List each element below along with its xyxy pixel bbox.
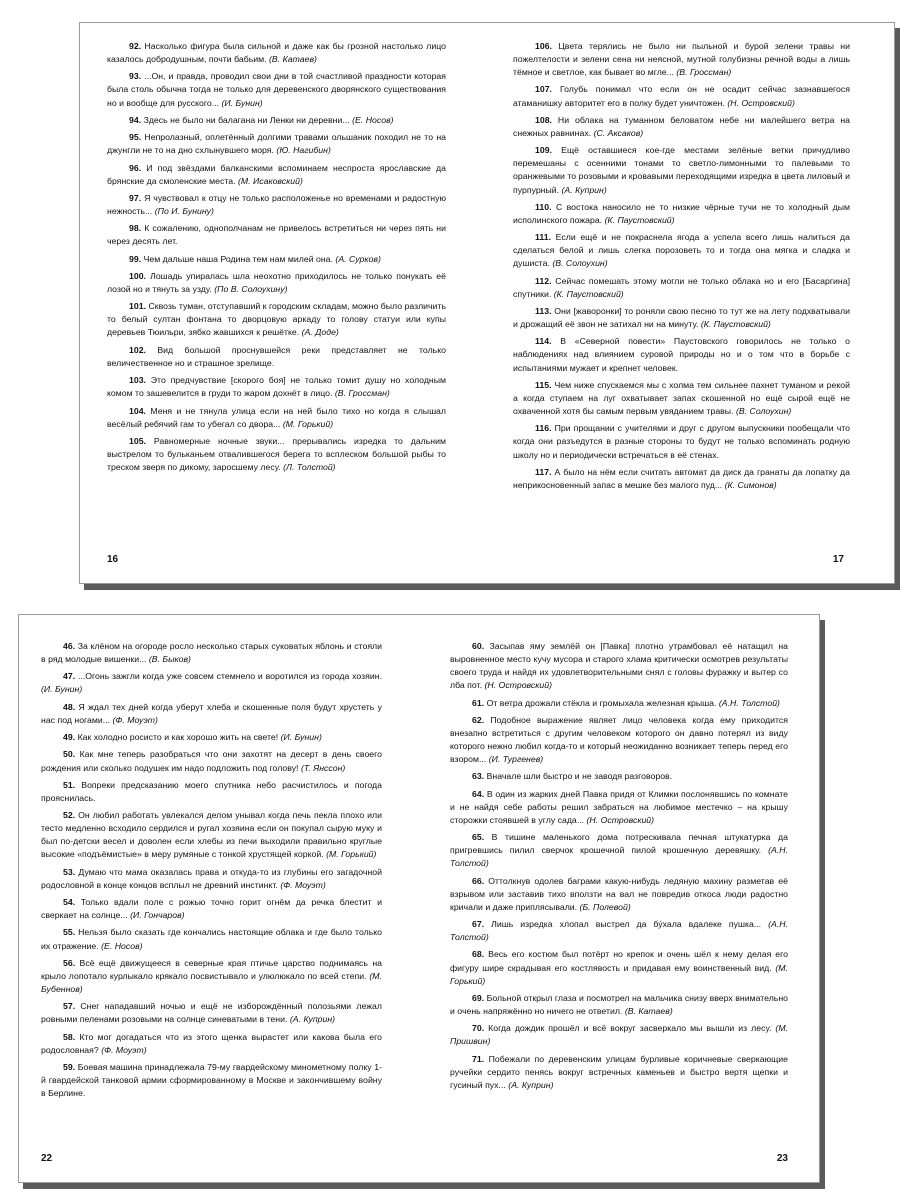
exercise-item	[450, 918, 788, 944]
exercise-text: Когда дождик прошёл и всё вокруг засверкало мы вышли из лесу.	[488, 1023, 772, 1034]
page-16	[80, 23, 480, 583]
exercise-source: (Б. Полевой)	[579, 901, 631, 912]
page-23-text	[450, 640, 788, 1096]
exercise-item	[41, 896, 382, 922]
exercise-item	[107, 70, 446, 109]
exercise-text: Голубь понимал что если он не осадит сейчас зазнавшегося атаманишку авторитет его в полку будет уничтожен.	[513, 84, 850, 108]
exercise-source: (Ф. Моуэт)	[101, 1044, 147, 1055]
exercise-item	[41, 866, 382, 892]
exercise-item	[41, 701, 382, 727]
exercise-text: Снег нападавший ночью и ещё не изборождённый полозьями лежал ровными пеленами розовыми на солнце синеватыми в тени.	[41, 1001, 382, 1025]
exercise-item	[107, 131, 446, 157]
exercise-number: 95.	[129, 132, 142, 143]
book-spread-bottom	[18, 614, 820, 1183]
exercise-item	[41, 779, 382, 805]
page-number: 22	[41, 1153, 53, 1164]
page-16-text	[107, 40, 446, 478]
page-17	[487, 23, 894, 583]
exercise-item	[107, 192, 446, 218]
exercise-source: (В. Гроссман)	[676, 67, 732, 78]
exercise-text: Как мне теперь разобраться что они захотят на десерт в день своего рождения или сколько подушек им надо подложить под голову!	[41, 749, 382, 773]
exercise-text: Меня и не тянула улица если на ней было тихо но когда я слышал весёлый ребячий гам то убегал со двора...	[107, 405, 447, 429]
exercise-source: (Л. Толстой)	[283, 462, 336, 473]
exercise-text: Я ждал тех дней когда уберут хлеба и скошенные поля будут хрустеть у нас под ногами...	[41, 701, 382, 725]
exercise-text: В тишине маленького дома потрескивала печная штукатурка да пригревшись пилил сверчок крошечной пилой крошечную деревяшку.	[450, 832, 788, 856]
exercise-number: 63.	[472, 771, 485, 782]
exercise-number: 107.	[535, 84, 552, 95]
exercise-item	[41, 926, 382, 952]
exercise-item	[450, 992, 788, 1018]
exercise-source: (А. Доде)	[301, 327, 339, 338]
exercise-item	[107, 270, 446, 296]
exercise-item	[41, 640, 382, 666]
exercise-number: 93.	[129, 71, 142, 82]
exercise-number: 104.	[129, 405, 146, 416]
exercise-text: Засыпав яму землёй он [Павка] плотно утрамбовал её натащил на выровненное место кучу мусора и старого хлама критически осмотрев результаты своего труда и найдя их удовлетворительными снял с головы фуражку и вытер со лба пот.	[450, 641, 788, 691]
exercise-source: (Е. Носов)	[352, 114, 394, 125]
exercise-number: 116.	[535, 423, 552, 434]
exercise-source: (А.Н. Толстой)	[450, 845, 788, 869]
page-number: 17	[832, 554, 844, 565]
exercise-number: 50.	[63, 749, 76, 760]
exercise-number: 94.	[129, 114, 142, 125]
exercise-text: Здесь не было ни балагана ни Ленки ни деревни...	[143, 114, 350, 125]
exercise-text: Кто мог догадаться что из этого щенка вырастет или какова была его родословная?	[41, 1031, 383, 1055]
exercise-source: (М. Горький)	[282, 418, 334, 429]
exercise-number: 113.	[535, 306, 552, 316]
exercise-number: 117.	[535, 466, 552, 477]
exercise-text: Всё ещё движущееся в северные края птичье царство поднимаясь на крыло лопотало курлыкало крякало посвистывало и улюлюкало по всей степи.	[41, 957, 382, 981]
exercise-source: (К. Паустовский)	[553, 288, 624, 299]
exercise-number: 58.	[63, 1031, 76, 1042]
exercise-text: А было на нём если считать автомат да диск да гранаты да лопатку да неприкосновенный запас в мешке без малого пуд...	[513, 466, 850, 490]
exercise-item	[41, 670, 382, 696]
exercise-text: Ни облака на туманном беловатом небе ни малейшего ветра на снежных равнинах.	[513, 114, 850, 138]
exercise-source: (А.Н. Толстой)	[450, 919, 789, 943]
exercise-item	[513, 466, 850, 492]
exercise-text: Оттолкнув одолев баграми какую-нибудь ледяную махину разметав её взрывом или заставив тихо вползти на вал не повредив откоса люди радостно кричали и даже приплясывали.	[450, 875, 788, 912]
exercise-number: 49.	[63, 732, 76, 743]
exercise-number: 67.	[472, 919, 485, 930]
exercise-text: И под звёздами балканскими вспоминаем неспроста ярославские да брянские да смоленские места.	[107, 162, 446, 186]
exercise-number: 70.	[472, 1023, 485, 1034]
exercise-item	[107, 253, 446, 266]
exercise-number: 55.	[63, 927, 76, 938]
exercise-text: ...Он, и правда, проводил свои дни в той счастливой праздности которая была столь обычна тогда не только для деревенского дворянского существования но и вообще для русского...	[107, 71, 446, 108]
exercise-text: С востока наносило не то низкие чёрные тучи не то холодный дым исполинского пожара.	[513, 201, 851, 225]
exercise-source: (И. Бунин)	[221, 97, 263, 108]
exercise-source: (Н. Островский)	[484, 680, 553, 691]
exercise-source: (В. Быков)	[148, 654, 191, 665]
exercise-number: 106.	[535, 41, 552, 51]
exercise-text: Вначале шли быстро и не заводя разговоров.	[486, 771, 673, 782]
exercise-source: (По И. Бунину)	[154, 205, 214, 216]
exercise-number: 99.	[129, 253, 142, 264]
exercise-item	[513, 40, 850, 79]
exercise-source: (В. Гроссман)	[334, 388, 390, 399]
exercise-source: (И. Гончаров)	[130, 910, 185, 921]
exercise-text: Нельзя было сказать где кончались настоящие облака и где было только их отражение.	[41, 927, 383, 951]
exercise-text: К сожалению, однополчанам не привелось встретиться ни через пять ни через десять лет.	[107, 223, 446, 247]
exercise-text: Сквозь туман, отступавший к городским складам, можно было различить то белый султан фонтана то дворцовую аркаду то голову статуи или купы деревьев Тюильри, зябко жавшихся к решётке.	[107, 301, 446, 338]
page-17-text	[513, 40, 850, 496]
exercise-text: За клёном на огороде росло несколько старых суковатых яблонь и стояли в ряд молодые вишенки...	[41, 641, 383, 665]
exercise-text: Лишь изредка хлопал выстрел да бу́хала вдалеке пушка...	[491, 919, 762, 930]
exercise-source: (И. Бунин)	[280, 732, 322, 743]
exercise-text: Лошадь упиралась шла неохотно приходилось не только понукать её лозой но и тянуть за узду.	[107, 270, 446, 294]
exercise-text: Боевая машина принадлежала 79-му гвардейскому минометному полку 1-й гвардейской танковой армии сформированному в Москве и закончившему войну в Берлине.	[41, 1062, 382, 1099]
exercise-item	[107, 162, 446, 188]
exercise-source: (М. Пришвин)	[450, 1023, 789, 1047]
exercise-source: (А. Сурков)	[335, 253, 381, 264]
exercise-text: Больной открыл глаза и посмотрел на мальчика снизу вверх внимательно и очень напряжённо но ничего не ответил.	[450, 992, 789, 1017]
exercise-item	[450, 697, 788, 710]
exercise-source: (К. Паустовский)	[700, 319, 771, 330]
exercise-number: 53.	[63, 866, 76, 877]
exercise-number: 54.	[63, 897, 76, 908]
exercise-text: При прощании с учителями и друг с другом выпускники пообещали что когда они разъедутся в разные стороны то будут не только вспоминать родную школу но и периодически встречаться в её стенах.	[513, 423, 850, 460]
exercise-number: 69.	[472, 992, 485, 1003]
exercise-item	[41, 1061, 382, 1100]
exercise-item	[107, 344, 446, 370]
exercise-source: (Е. Носов)	[101, 940, 143, 951]
exercise-item	[513, 275, 850, 301]
exercise-source: (М. Бубеннов)	[41, 970, 382, 995]
exercise-text: Они [жаворонки] то роняли свою песню то тут же на лету подхватывали и дрожащий её звон не затихал ни на минуту.	[513, 306, 850, 330]
exercise-source: (По В. Солоухину)	[214, 284, 288, 294]
page-22	[19, 615, 419, 1182]
exercise-item	[450, 1022, 788, 1048]
exercise-number: 102.	[129, 344, 146, 355]
exercise-number: 115.	[535, 379, 552, 390]
exercise-item	[107, 374, 446, 400]
exercise-source: (А.Н. Толстой)	[718, 697, 780, 708]
exercise-item	[107, 435, 446, 474]
exercise-source: (И. Бунин)	[41, 684, 83, 695]
exercise-number: 52.	[63, 810, 76, 821]
exercise-number: 65.	[472, 832, 485, 843]
exercise-text: Думаю что мама оказалась права и откуда-то из глубины его загадочной родословной в конце концов всплыл не древний инстинкт.	[41, 866, 383, 890]
exercise-text: Сейчас помешать этому могли не только облака но и его [Басаргина] спутники.	[513, 275, 851, 299]
exercise-text: Непролазный, оплетённый долгими травами ольшаник походил не то на джунгли не то на дно схлынувшего моря.	[107, 132, 446, 156]
exercise-number: 57.	[63, 1001, 76, 1012]
exercise-item	[450, 788, 788, 827]
exercise-source: (Т. Янссон)	[300, 762, 346, 773]
exercise-source: (Ю. Нагибин)	[276, 145, 331, 156]
exercise-number: 61.	[472, 697, 485, 708]
exercise-number: 68.	[472, 949, 485, 960]
exercise-text: Цвета терялись не было ни пыльной и бурой зелени травы ни пожелтелости и зелени сена ни неясной, мутной голубизны речной воды а лишь тёмное и светлое, как бывает во мгле...	[513, 41, 850, 78]
exercise-number: 103.	[129, 375, 146, 386]
exercise-number: 97.	[129, 192, 142, 203]
exercise-source: (Н. Островский)	[727, 97, 795, 108]
exercise-text: Подобное выражение являет лицо человека когда ему приходится внезапно встретиться с другим человеком которого он давно потерял из виду которого нежно любил когда-то и который неожиданно возникает теперь перед его взором...	[450, 714, 788, 765]
exercise-number: 112.	[535, 275, 552, 286]
exercise-number: 96.	[129, 162, 142, 173]
exercise-item	[41, 748, 382, 774]
exercise-source: (М. Горький)	[326, 849, 377, 860]
exercise-source: (К. Симонов)	[724, 479, 777, 490]
exercise-source: (Ф. Моуэт)	[112, 714, 158, 725]
exercise-item	[450, 714, 788, 766]
exercise-item	[107, 114, 446, 127]
page-22-text	[41, 640, 382, 1105]
exercise-text: ...Огонь зажгли когда уже совсем стемнело и воротился из города хозяин.	[77, 671, 383, 682]
exercise-number: 98.	[129, 223, 142, 234]
exercise-number: 105.	[129, 435, 146, 446]
exercise-source: (В. Солоухин)	[735, 406, 792, 417]
exercise-source: (В. Катаев)	[624, 1006, 673, 1017]
exercise-number: 92.	[129, 41, 142, 51]
exercise-text: Он любил работать увлекался делом унывал когда печь пекла плохо или тесто медленно всходило сердился и ругал хозяина если он покупал сырую муку и был по-детски весел и доволен если хлебы из печи выходили правильно круглые высокие «подъёмистые» в меру румяные с тонкой хрустящей коркой.	[41, 810, 383, 860]
exercise-text: В один из жарких дней Павка придя от Климки послонявшись по комнате и не найдя себе работы решил забраться на любимое местечко – на крышу сторожки стоявшей в углу сада...	[450, 788, 788, 825]
exercise-text: Вид большой проснувшейся реки представляет не только величественное но и страшное зрелище.	[107, 344, 446, 368]
exercise-item	[513, 83, 850, 109]
exercise-text: Побежали по деревенским улицам бурливые коричневые сверкающие ручейки сердито пенясь вокруг встречных каменьев и быстро вертя щепки и гусиный пух...	[450, 1053, 788, 1090]
exercise-item	[107, 222, 446, 248]
exercise-text: Равномерные ночные звуки... прерывались изредка то дальним выстрелом то бульканьем отвалившегося берега то всплеском большой рыбы то треском зверя по дикому, заросшему лесу.	[107, 435, 446, 473]
exercise-item	[450, 640, 788, 692]
exercise-number: 71.	[472, 1053, 485, 1064]
exercise-item	[513, 114, 850, 140]
page-number: 23	[776, 1153, 788, 1164]
exercise-item	[513, 335, 850, 374]
exercise-text: Только вдали поле с рожью точно горит огнём да речка блестит и сверкает на солнце...	[41, 897, 382, 921]
exercise-text: Весь его костюм был потёрт но крепок и очень шёл к нему делая его фигуру шире скрадывая его костлявость и придавая ему воинственный вид.	[450, 949, 788, 973]
exercise-source: (Ф. Моуэт)	[280, 879, 326, 890]
exercise-number: 66.	[472, 875, 485, 886]
exercise-text: Чем ниже спускаемся мы с холма тем сильнее пахнет туманом и рекой а когда ступаем на луг охватывает запах скошенной но ещё сырой ещё не охваченной хотя бы самым первым увяданием травы.	[513, 379, 851, 417]
page-23	[424, 615, 819, 1182]
exercise-source: (К. Паустовский)	[604, 214, 675, 225]
exercise-item	[107, 40, 446, 66]
exercise-item	[513, 144, 850, 196]
exercise-number: 114.	[535, 336, 552, 347]
exercise-number: 48.	[63, 701, 76, 712]
exercise-number: 110.	[535, 201, 552, 212]
exercise-source: (В. Солоухин)	[552, 258, 608, 269]
exercise-item	[107, 405, 446, 431]
exercise-number: 111.	[535, 232, 552, 243]
exercise-source: (В. Катаев)	[269, 54, 317, 65]
page-number: 16	[107, 554, 119, 565]
exercise-text: Как холодно росисто и как хорошо жить на свете!	[77, 732, 279, 743]
exercise-number: 62.	[472, 714, 485, 725]
exercise-item	[513, 231, 850, 270]
exercise-item	[450, 875, 788, 914]
exercise-text: Вопреки предсказанию моего спутника небо расчистилось и погода прояснилась.	[41, 779, 382, 803]
exercise-item	[450, 1053, 788, 1092]
exercise-number: 60.	[472, 641, 485, 651]
exercise-item	[41, 731, 382, 744]
exercise-item	[513, 305, 850, 331]
exercise-number: 100.	[129, 270, 146, 281]
exercise-number: 59.	[63, 1062, 76, 1073]
exercise-source: (М. Горький)	[450, 962, 788, 986]
exercise-item	[41, 809, 382, 861]
exercise-text: Я чувствовал к отцу не только расположенье но временами и радостную нежность...	[107, 192, 446, 216]
book-spread-top	[79, 22, 895, 584]
exercise-text: Насколько фигура была сильной и даже как бы грозной настолько лицо казалось добродушным, почти бабьим.	[107, 41, 446, 65]
exercise-item	[450, 770, 788, 783]
exercise-text: В «Северной повести» Паустовского говорилось не только о наблюдениях над влиянием суровой природы но и о том что в борьбе с испытаниями мужает и крепнет человек.	[513, 336, 850, 373]
exercise-item	[513, 201, 850, 227]
exercise-text: Чем дальше наша Родина тем нам милей она.	[143, 253, 333, 264]
exercise-item	[513, 379, 850, 418]
exercise-source: (А. Куприн)	[289, 1014, 336, 1025]
exercise-item	[513, 422, 850, 461]
exercise-source: (А. Куприн)	[508, 1079, 554, 1090]
exercise-number: 109.	[535, 145, 552, 156]
exercise-number: 47.	[63, 671, 76, 682]
exercise-source: (А. Куприн)	[561, 184, 607, 195]
exercise-number: 108.	[535, 114, 552, 125]
exercise-item	[41, 957, 382, 996]
exercise-number: 56.	[63, 957, 76, 968]
exercise-item	[41, 1031, 382, 1057]
exercise-item	[450, 831, 788, 870]
exercise-source: (И. Тургенев)	[488, 754, 544, 765]
exercise-text: Ещё оставшиеся кое-где местами зелёные ветки причудливо перемешаны с осенними тонами то светло-лимонными то палевыми то оранжевыми то розовыми и кровавыми переходящими изредка в цвета лиловый и пурпурный.	[513, 145, 850, 195]
exercise-text: Это предчувствие [скорого боя] не только томит душу но холодным комом то зашевелится в груди то жаром дохнёт в лицо.	[107, 375, 446, 399]
exercise-number: 51.	[63, 779, 76, 790]
exercise-source: (М. Исаковский)	[237, 175, 303, 186]
exercise-item	[450, 948, 788, 987]
exercise-number: 46.	[63, 641, 76, 651]
exercise-text: От ветра дрожали стёкла и громыхала железная крыша.	[486, 697, 717, 708]
exercise-source: (Н. Островский)	[586, 814, 655, 825]
exercise-source: (С. Аксаков)	[593, 127, 644, 138]
exercise-item	[107, 300, 446, 339]
exercise-number: 101.	[129, 301, 146, 312]
exercise-text: Если ещё и не покраснела ягода а успела всего лишь налиться да сделаться белой и лишь слегка порозоветь то и тогда она мягка и сладка и душиста.	[513, 232, 850, 269]
exercise-number: 64.	[472, 788, 485, 799]
exercise-item	[41, 1000, 382, 1026]
